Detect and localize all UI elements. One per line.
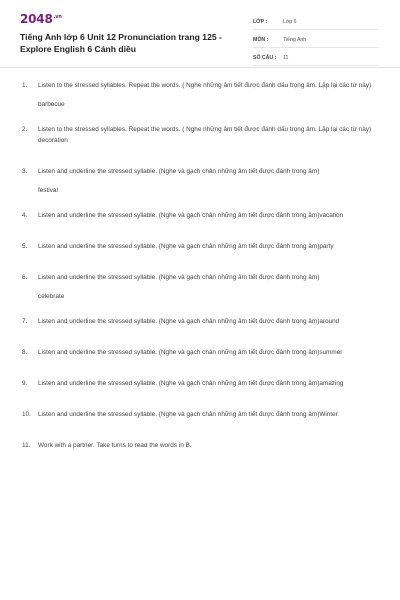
question-item xyxy=(22,316,382,327)
question-number: 4. xyxy=(22,212,28,219)
question-answer: barbecue xyxy=(38,101,65,108)
question-number: 8. xyxy=(22,349,28,356)
question-text: Listen and underline the stressed syllable. (Nghe và gạch chân những âm tiết được đánh trong âm) xyxy=(38,274,320,281)
question-item xyxy=(22,347,382,358)
meta-row-subject xyxy=(253,33,378,48)
question-text: Work with a partner. Take turns to read the words in B. xyxy=(38,442,192,449)
meta-info xyxy=(253,15,378,69)
question-body xyxy=(38,316,382,327)
question-number: 2. xyxy=(22,126,28,133)
site-logo[interactable] xyxy=(20,12,62,26)
question-text: Listen and underline the stressed syllable. (Nghe và gạch chân những âm tiết được đánh trong âm)party xyxy=(38,243,334,250)
question-body xyxy=(38,272,382,302)
question-list xyxy=(22,80,382,451)
question-text: Listen to the stressed syllables. Repeat the words. ( Nghe những âm tiết được đánh dấu trọng âm. Lặp lại các từ này) decoration xyxy=(38,126,372,144)
question-text: Listen and underline the stressed syllable. (Nghe và gạch chân những âm tiết được đánh trong âm)Winter xyxy=(38,411,338,418)
document-title: Tiếng Anh lớp 6 Unit 12 Pronunciation trang 125 - Explore English 6 Cánh diều xyxy=(20,32,222,54)
logo-text: 2048 xyxy=(20,12,53,26)
meta-row-count xyxy=(253,51,378,66)
meta-label: LỚP : xyxy=(253,19,268,25)
question-item xyxy=(22,378,382,389)
question-number: 10. xyxy=(22,411,31,418)
question-body xyxy=(38,166,382,196)
question-text: Listen and underline the stressed syllable. (Nghe và gạch chân những âm tiết được đánh trong âm)around xyxy=(38,318,340,325)
meta-row-grade xyxy=(253,15,378,30)
question-body xyxy=(38,409,382,420)
question-body xyxy=(38,378,382,389)
question-item xyxy=(22,440,382,451)
question-text: Listen to the stressed syllables. Repeat the words. ( Nghe những âm tiết được đánh dấu trọng âm. Lặp lại các từ này) xyxy=(38,82,372,89)
question-answer: festival xyxy=(38,187,58,194)
question-item xyxy=(22,80,382,110)
question-text: Listen and underline the stressed syllable. (Nghe và gạch chân những âm tiết được đánh trong âm)amazing xyxy=(38,380,344,387)
question-number: 1. xyxy=(22,82,28,89)
meta-value: 11 xyxy=(283,55,289,61)
question-text: Listen and underline the stressed syllable. (Nghe và gạch chân những âm tiết được đánh trong âm)vacation xyxy=(38,212,344,219)
question-body xyxy=(38,440,382,451)
question-item xyxy=(22,409,382,420)
question-number: 7. xyxy=(22,318,28,325)
question-item xyxy=(22,166,382,196)
question-number: 11. xyxy=(22,442,31,449)
question-body xyxy=(38,210,382,221)
question-body xyxy=(38,241,382,252)
question-text: Listen and underline the stressed syllable. (Nghe và gạch chân những âm tiết được đánh trong âm)summer xyxy=(38,349,343,356)
question-text: Listen and underline the stressed syllable. (Nghe và gạch chân những âm tiết được đánh trong âm) xyxy=(38,168,320,175)
document-header xyxy=(0,0,400,68)
question-body xyxy=(38,80,382,110)
question-item xyxy=(22,124,382,146)
question-number: 6. xyxy=(22,274,28,281)
question-item xyxy=(22,272,382,302)
question-number: 5. xyxy=(22,243,28,250)
question-answer: celebrate xyxy=(38,293,65,300)
logo-domain: .vn xyxy=(53,14,62,20)
meta-value: Lớp 6 xyxy=(283,19,297,25)
question-body xyxy=(38,347,382,358)
meta-label: MÔN : xyxy=(253,37,269,43)
question-number: 9. xyxy=(22,380,28,387)
question-item xyxy=(22,210,382,221)
question-item xyxy=(22,241,382,252)
meta-value: Tiếng Anh xyxy=(283,37,307,43)
question-body xyxy=(38,124,382,146)
meta-label: SỐ CÂU : xyxy=(253,55,277,61)
question-number: 3. xyxy=(22,168,28,175)
